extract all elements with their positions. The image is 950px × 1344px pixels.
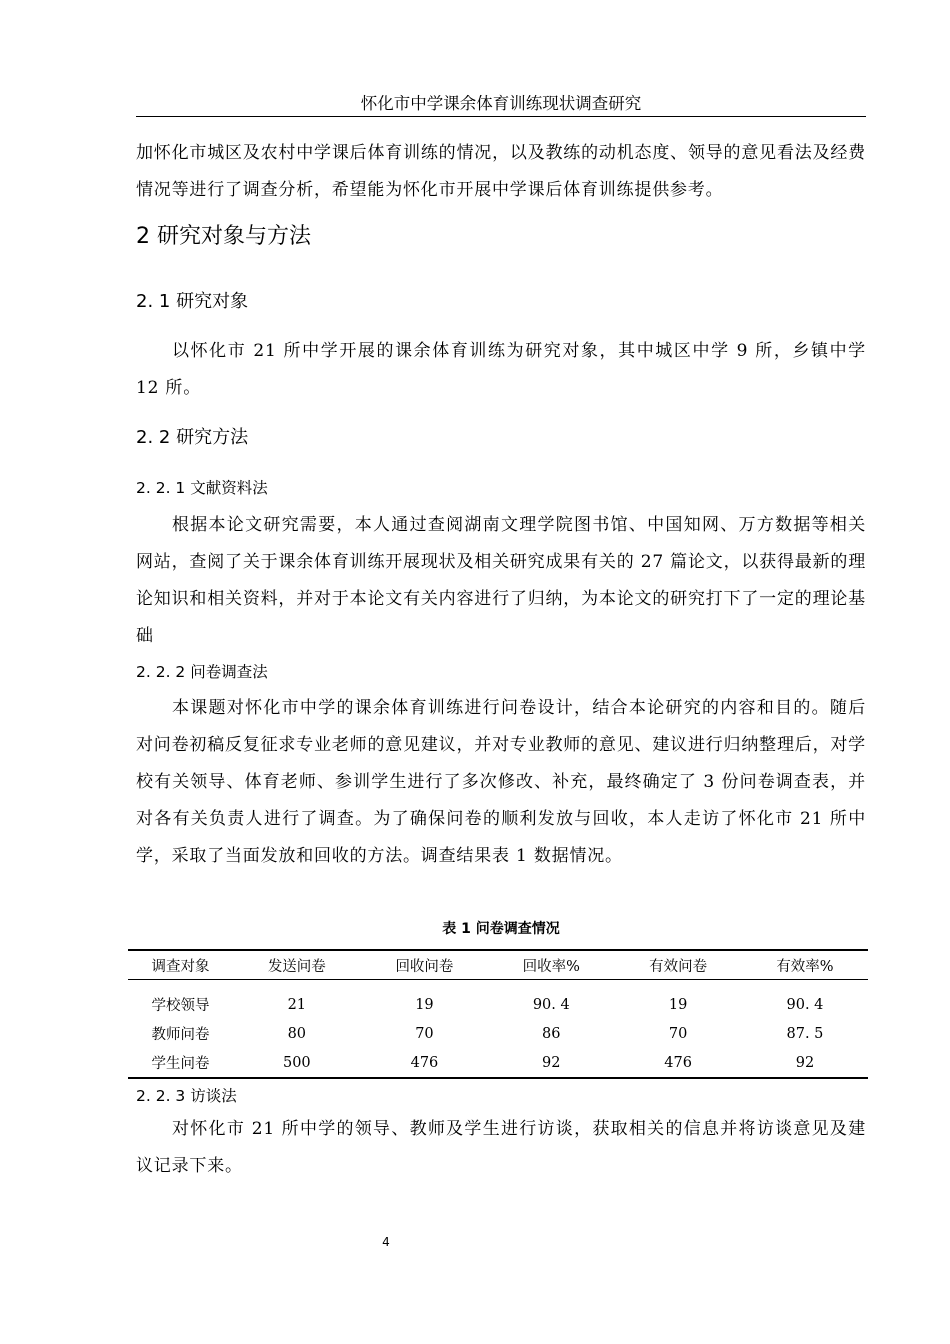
table-cell: 500 (233, 1048, 361, 1078)
table-cell: 70 (668, 1025, 688, 1042)
section-2-heading: 2 研究对象与方法 (136, 224, 311, 249)
table-cell: 70 (415, 1025, 434, 1042)
table-row (128, 1019, 868, 1048)
table-header-cell: 有效问卷 (614, 950, 742, 980)
table-1-caption: 表 1 问卷调查情况 (442, 921, 560, 937)
section-2-2-3-paragraph: 对怀化市 21 所中学的领导、教师及学生进行访谈，获取相关的信息并将访谈意见及建议记录下来。 (136, 1119, 866, 1176)
section-2-1-paragraph: 以怀化市 21 所中学开展的课余体育训练为研究对象，其中城区中学 9 所，乡镇中学 12 所。 (136, 341, 866, 398)
table-header-cell: 回收问卷 (361, 950, 489, 980)
header-rule (136, 116, 866, 117)
table-cell: 学生问卷 (128, 1048, 233, 1078)
table-header-cell: 回收率% (488, 950, 614, 980)
section-2-2-3-heading: 2. 2. 3 访谈法 (136, 1087, 237, 1105)
table-cell: 21 (287, 996, 307, 1013)
running-header: 怀化市中学课余体育训练现状调查研究 (360, 94, 642, 113)
table-cell: 80 (287, 1025, 307, 1042)
table-cell: 学校领导 (151, 998, 210, 1014)
survey-table (128, 949, 868, 1079)
table-cell: 92 (488, 1048, 614, 1078)
section-2-2-2-heading: 2. 2. 2 问卷调查法 (136, 663, 268, 681)
table-cell: 19 (668, 996, 688, 1013)
table-cell: 92 (742, 1048, 868, 1078)
table-cell: 86 (542, 1025, 561, 1042)
table-cell: 476 (614, 1048, 742, 1078)
table-header-cell: 调查对象 (128, 950, 233, 980)
section-2-2-1-paragraph: 根据本论文研究需要，本人通过查阅湖南文理学院图书馆、中国知网、万方数据等相关网站，查阅了关于课余体育训练开展现状及相关研究成果有关的 27 篇论文，以获得最新的理论知识和相关资料，并对于本论文有关内容进行了归纳，为本论文的研究打下了一定的理论基础 (136, 515, 866, 646)
table-header-row (128, 950, 868, 980)
section-2-2-1-heading: 2. 2. 1 文献资料法 (136, 479, 268, 497)
intro-paragraph: 加怀化市城区及农村中学课后体育训练的情况，以及教练的动机态度、领导的意见看法及经费情况等进行了调查分析，希望能为怀化市开展中学课后体育训练提供参考。 (136, 143, 866, 200)
page-number: 4 (382, 1235, 390, 1249)
table-cell: 90. 4 (786, 996, 824, 1013)
table-header-cell: 有效率% (742, 950, 868, 980)
table-row (128, 1048, 868, 1078)
table-cell: 476 (361, 1048, 489, 1078)
table-cell: 90. 4 (532, 996, 570, 1013)
table-row (128, 980, 868, 1020)
table-cell: 教师问卷 (151, 1027, 210, 1043)
table-header-cell: 发送问卷 (233, 950, 361, 980)
table-cell: 19 (415, 996, 434, 1013)
section-2-2-2-paragraph: 本课题对怀化市中学的课余体育训练进行问卷设计，结合本论研究的内容和目的。随后对问卷初稿反复征求专业老师的意见建议，并对专业教师的意见、建议进行归纳整理后，对学校有关领导、体育老师、参训学生进行了多次修改、补充，最终确定了 3 份问卷调查表，并对各有关负责人进行了调查。为了确保问卷的顺利发放与回收，本人走访了怀化市 21 所中学，采取了当面发放和回收的方法。调查结果表 1 数据情况。 (136, 698, 866, 866)
section-2-2-heading: 2. 2 研究方法 (136, 427, 249, 448)
table-cell: 87. 5 (786, 1025, 824, 1042)
section-2-1-heading: 2. 1 研究对象 (136, 291, 249, 312)
